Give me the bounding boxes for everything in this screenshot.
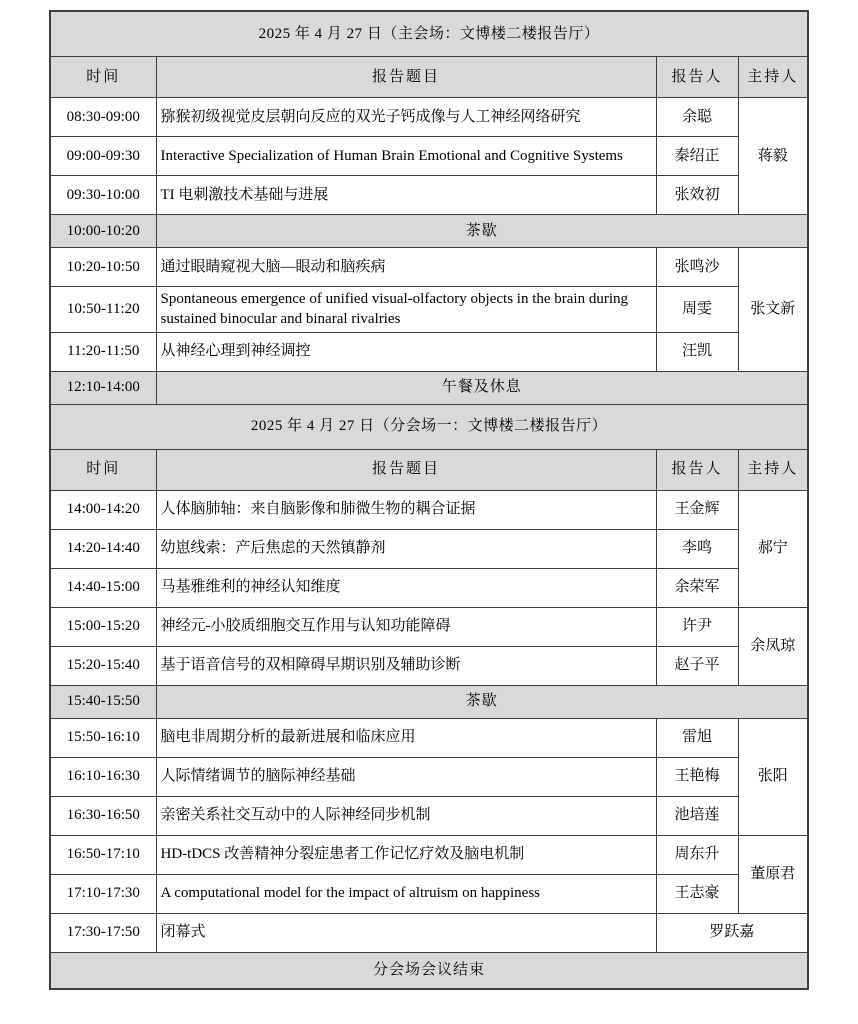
speaker-cell: 周雯 <box>656 287 738 333</box>
talk-title-cell: 通过眼睛窥视大脑—眼动和脑疾病 <box>156 248 656 287</box>
section-title-row <box>50 11 808 57</box>
talk-title-cell: 亲密关系社交互动中的人际神经同步机制 <box>156 796 656 835</box>
speaker-cell: 王志豪 <box>656 874 738 913</box>
talk-title-cell: 脑电非周期分析的最新进展和临床应用 <box>156 718 656 757</box>
speaker-cell: 许尹 <box>656 607 738 646</box>
host-cell: 余凤琼 <box>738 607 808 685</box>
talk-row <box>50 490 808 529</box>
break-label: 茶歇 <box>156 685 808 718</box>
time-cell: 09:00-09:30 <box>50 137 156 176</box>
column-header: 报告人 <box>656 449 738 490</box>
talk-title-cell: Interactive Specialization of Human Brain Emotional and Cognitive Systems <box>156 137 656 176</box>
time-cell: 16:10-16:30 <box>50 757 156 796</box>
time-cell: 10:20-10:50 <box>50 248 156 287</box>
conference-schedule-table <box>49 10 809 990</box>
time-cell: 15:40-15:50 <box>50 685 156 718</box>
break-row <box>50 215 808 248</box>
time-cell: 10:50-11:20 <box>50 287 156 333</box>
host-cell: 董原君 <box>738 835 808 913</box>
talk-row <box>50 568 808 607</box>
time-cell: 17:10-17:30 <box>50 874 156 913</box>
time-cell: 14:40-15:00 <box>50 568 156 607</box>
speaker-cell: 汪凯 <box>656 332 738 371</box>
host-cell: 蒋毅 <box>738 98 808 215</box>
talk-row <box>50 607 808 646</box>
time-cell: 09:30-10:00 <box>50 176 156 215</box>
time-cell: 14:00-14:20 <box>50 490 156 529</box>
talk-title-cell: 基于语音信号的双相障碍早期识别及辅助诊断 <box>156 646 656 685</box>
time-cell: 11:20-11:50 <box>50 332 156 371</box>
talk-title-cell: 从神经心理到神经调控 <box>156 332 656 371</box>
talk-title-cell: 幼崽线索：产后焦虑的天然镇静剂 <box>156 529 656 568</box>
talk-title-cell: 人际情绪调节的脑际神经基础 <box>156 757 656 796</box>
column-header-row <box>50 57 808 98</box>
time-cell: 08:30-09:00 <box>50 98 156 137</box>
talk-title-cell: A computational model for the impact of altruism on happiness <box>156 874 656 913</box>
schedule-table-body <box>50 11 808 989</box>
talk-row <box>50 757 808 796</box>
time-cell: 16:50-17:10 <box>50 835 156 874</box>
speaker-cell: 张效初 <box>656 176 738 215</box>
speaker-cell: 张鸣沙 <box>656 248 738 287</box>
break-row <box>50 371 808 404</box>
talk-row <box>50 176 808 215</box>
talk-row <box>50 332 808 371</box>
column-header: 主持人 <box>738 449 808 490</box>
talk-row <box>50 248 808 287</box>
talk-title-cell: 马基雅维利的神经认知维度 <box>156 568 656 607</box>
talk-row <box>50 835 808 874</box>
speaker-cell: 余聪 <box>656 98 738 137</box>
speaker-cell: 李鸣 <box>656 529 738 568</box>
talk-title-cell: 猕猴初级视觉皮层朝向反应的双光子钙成像与人工神经网络研究 <box>156 98 656 137</box>
time-cell: 15:20-15:40 <box>50 646 156 685</box>
talk-title-cell: HD-tDCS 改善精神分裂症患者工作记忆疗效及脑电机制 <box>156 835 656 874</box>
talk-title-cell: TI 电刺激技术基础与进展 <box>156 176 656 215</box>
talk-row <box>50 718 808 757</box>
column-header-row <box>50 449 808 490</box>
time-cell: 17:30-17:50 <box>50 913 156 952</box>
break-label: 茶歇 <box>156 215 808 248</box>
talk-title-cell: 闭幕式 <box>156 913 656 952</box>
footer-row <box>50 952 808 989</box>
talk-row <box>50 646 808 685</box>
time-cell: 14:20-14:40 <box>50 529 156 568</box>
talk-title-cell: 人体脑肺轴：来自脑影像和肺微生物的耦合证据 <box>156 490 656 529</box>
speaker-cell: 周东升 <box>656 835 738 874</box>
break-row <box>50 685 808 718</box>
host-cell: 张文新 <box>738 248 808 372</box>
speaker-cell: 王艳梅 <box>656 757 738 796</box>
speaker-cell: 池培莲 <box>656 796 738 835</box>
time-cell: 15:50-16:10 <box>50 718 156 757</box>
section-title: 2025 年 4 月 27 日（主会场：文博楼二楼报告厅） <box>50 11 808 57</box>
column-header: 报告题目 <box>156 57 656 98</box>
talk-title-cell: 神经元-小胶质细胞交互作用与认知功能障碍 <box>156 607 656 646</box>
time-cell: 12:10-14:00 <box>50 371 156 404</box>
talk-row <box>50 287 808 333</box>
column-header: 报告人 <box>656 57 738 98</box>
talk-row <box>50 98 808 137</box>
speaker-cell: 赵子平 <box>656 646 738 685</box>
column-header: 报告题目 <box>156 449 656 490</box>
footer-label: 分会场会议结束 <box>50 952 808 989</box>
time-cell: 10:00-10:20 <box>50 215 156 248</box>
column-header: 时间 <box>50 449 156 490</box>
speaker-cell: 雷旭 <box>656 718 738 757</box>
column-header: 主持人 <box>738 57 808 98</box>
talk-row <box>50 874 808 913</box>
section-title-row <box>50 404 808 449</box>
talk-title-cell: Spontaneous emergence of unified visual-olfactory objects in the brain during sustained binocular and binaral rivalries <box>156 287 656 333</box>
time-cell: 16:30-16:50 <box>50 796 156 835</box>
host-cell: 郝宁 <box>738 490 808 607</box>
speaker-cell: 余荣军 <box>656 568 738 607</box>
break-label: 午餐及休息 <box>156 371 808 404</box>
speaker-cell: 王金辉 <box>656 490 738 529</box>
talk-row <box>50 796 808 835</box>
section-title: 2025 年 4 月 27 日（分会场一：文博楼二楼报告厅） <box>50 404 808 449</box>
talk-row <box>50 137 808 176</box>
talk-row <box>50 913 808 952</box>
talk-row <box>50 529 808 568</box>
column-header: 时间 <box>50 57 156 98</box>
speaker-cell: 秦绍正 <box>656 137 738 176</box>
time-cell: 15:00-15:20 <box>50 607 156 646</box>
speaker-cell: 罗跃嘉 <box>656 913 808 952</box>
host-cell: 张阳 <box>738 718 808 835</box>
